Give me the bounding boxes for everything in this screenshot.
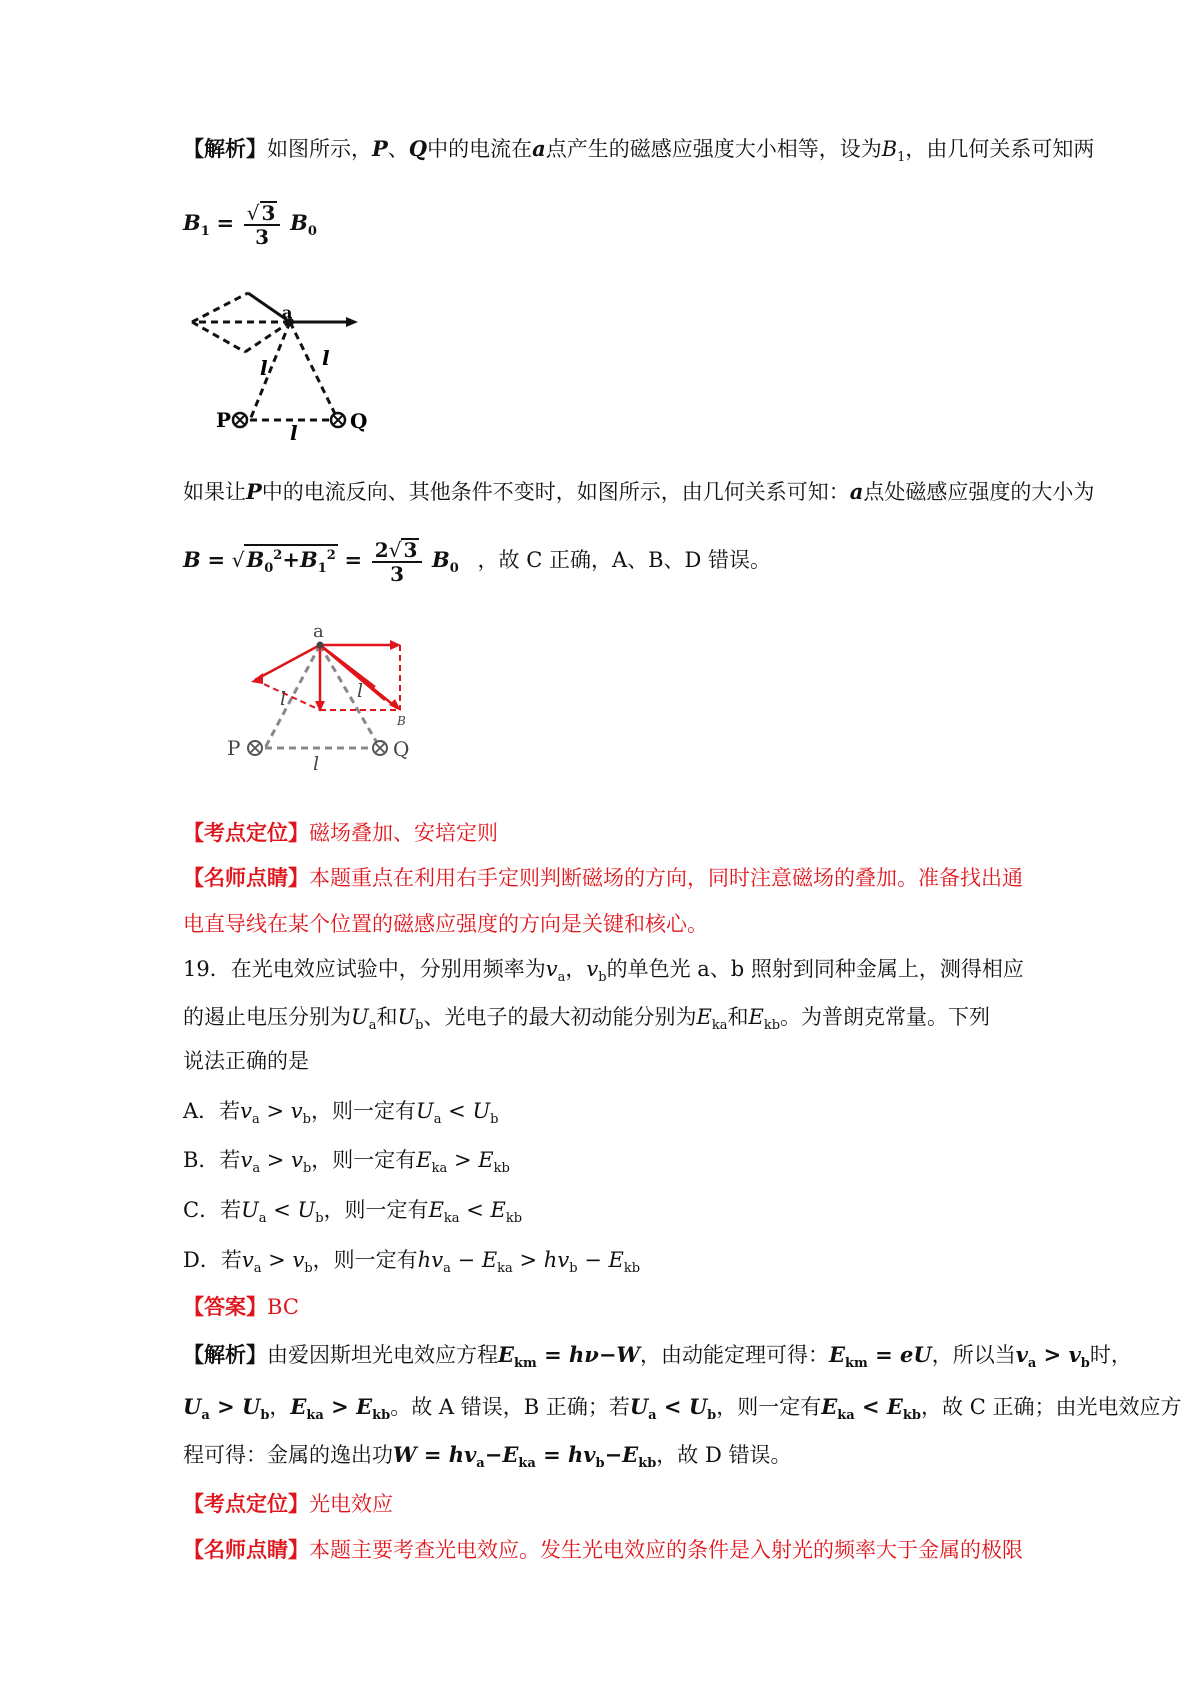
fig2-label-l-left: l xyxy=(280,688,287,710)
analysis-tag: 【解析】 xyxy=(183,136,267,161)
analysis-paragraph-3-line1: 【解析】由爱因斯坦光电效应方程$E_{km} = h\nu-W$，由动能定理可得：$E_{km}$ = eU，所以当$v_a > v_b$时， xyxy=(183,1342,1132,1372)
mingshi-1-line1: 【名师点睛】本题重点在利用右手定则判断磁场的方向，同时注意磁场的叠加。准备找出通 xyxy=(183,865,1023,890)
kaodian-2: 【考点定位】光电效应 xyxy=(183,1491,393,1516)
option-B: B．若$v_a > v_b$，则一定有$E_{ka} > E_{kb}$ xyxy=(183,1148,510,1177)
fig2-label-a: a xyxy=(313,621,324,642)
fig1-label-l-left: l xyxy=(260,356,268,380)
sqrt-expression: $B_0^2+B_1^2$ xyxy=(244,544,337,579)
kaodian-1: 【考点定位】磁场叠加、安培定则 xyxy=(183,820,498,845)
option-D: D．若$v_a > v_b$，则一定有$hv_a - E_{ka} > hv_b - E_{kb}$ xyxy=(183,1248,641,1277)
figure-field-diagram-1 xyxy=(190,270,410,440)
option-A: A．若$v_a > v_b$，则一定有$U_a < U_b$ xyxy=(183,1099,499,1128)
answer: 【答案】BC xyxy=(183,1294,299,1319)
question-19-line3: 说法正确的是 xyxy=(183,1049,309,1073)
fraction-2sqrt3-over-3: $\frac{2√ 3}{3}$ xyxy=(372,538,423,585)
equation-b1: $B_1$ = $\frac{√ 3}{3}$ $B_0$ xyxy=(183,201,317,249)
analysis-paragraph-1: 【解析】如图所示，P、Q中的电流在a点产生的磁感应强度大小相等，设为$B_1$，由几何关系可知两 xyxy=(183,136,1095,166)
fig2-label-l-bottom: l xyxy=(313,753,320,770)
option-C: C．若$U_a < U_b$，则一定有$E_{ka} < E_{kb}$ xyxy=(183,1198,523,1227)
mingshi-1-line2: 电直导线在某个位置的磁感应强度的方向是关键和核心。 xyxy=(183,912,708,936)
question-19-line1: 19．在光电效应试验中，分别用频率为$v_a$，$v_b$的单色光 a、b 照射到同种金属上，测得相应 xyxy=(183,957,1024,986)
question-19-line2: 的遏止电压分别为$U_a$和$U_b$、光电子的最大初动能分别为$E_{ka}$和$E_{kb}$。为普朗克常量。下列 xyxy=(183,1005,991,1034)
fig1-label-P: P xyxy=(216,408,232,432)
fig1-label-Q: Q xyxy=(350,409,368,433)
fraction-sqrt3-over-3: $\frac{√ 3}{3}$ xyxy=(244,201,281,248)
equation-b: $B = √B_0^2+B_1^2$ = $\frac{2√ 3}{3}$ $B_0$ ，故 C 正确，A、B、D 错误。 xyxy=(183,538,772,586)
fig1-label-l-right: l xyxy=(322,346,330,370)
figure-field-diagram-2 xyxy=(225,615,435,770)
analysis-paragraph-3-line3: 程可得：金属的逸出功$W = hv_a-E_{ka} = hv_b-E_{kb}$，故 D 错误。 xyxy=(183,1442,792,1472)
fig2-label-l-right: l xyxy=(357,680,364,702)
fig2-label-B: B xyxy=(397,714,406,728)
fig2-label-Q: Q xyxy=(393,737,410,761)
fig1-label-a: a xyxy=(282,303,293,322)
fig2-label-P: P xyxy=(227,736,241,760)
analysis-paragraph-3-line2: $U_a > U_b$，$E_{ka} > E_{kb}$。故 A 错误，B 正确；若$U_a < U_b$，则一定有$E_{ka} < E_{kb}$，故 C 正确；由光电效应方 xyxy=(183,1394,1182,1424)
mingshi-2: 【名师点睛】本题主要考查光电效应。发生光电效应的条件是入射光的频率大于金属的极限 xyxy=(183,1537,1023,1562)
analysis-paragraph-2: 如果让P中的电流反向、其他条件不变时，如图所示，由几何关系可知：a点处磁感应强度的大小为 xyxy=(183,479,1095,504)
fig1-label-l-bottom: l xyxy=(290,421,298,440)
